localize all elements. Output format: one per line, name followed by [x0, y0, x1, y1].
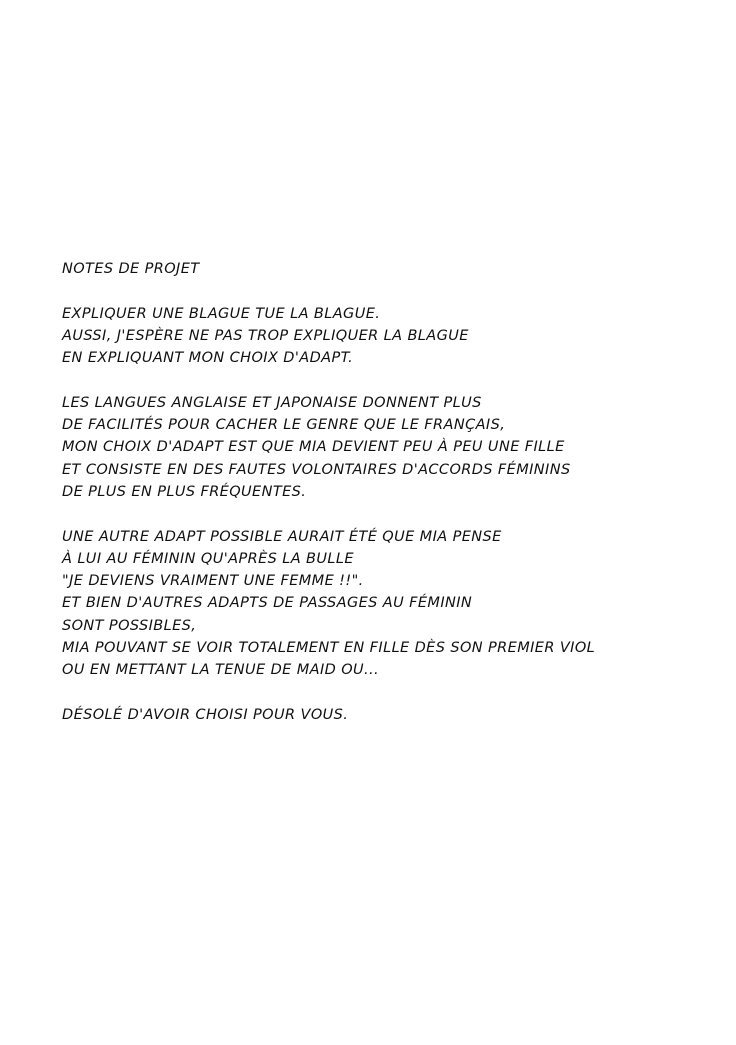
paragraph-line: À LUI AU FÉMININ QU'APRÈS LA BULLE: [62, 550, 354, 567]
notes-title-block: [62, 258, 722, 280]
paragraph-line: OU EN METTANT LA TENUE DE MAID OU...: [62, 662, 380, 679]
project-notes: [62, 258, 722, 726]
paragraph-line: UNE AUTRE ADAPT POSSIBLE AURAIT ÉTÉ QUE MIA PENSE: [62, 528, 502, 545]
paragraph-line: EXPLIQUER UNE BLAGUE TUE LA BLAGUE.: [62, 305, 381, 322]
paragraph-line: DE FACILITÉS POUR CACHER LE GENRE QUE LE FRANÇAIS,: [62, 417, 506, 434]
paragraph-line: ET BIEN D'AUTRES ADAPTS DE PASSAGES AU FÉMININ: [62, 595, 473, 612]
paragraph-line: DE PLUS EN PLUS FRÉQUENTES.: [62, 483, 307, 500]
paragraph-line: AUSSI, J'ESPÈRE NE PAS TROP EXPLIQUER LA BLAGUE: [62, 327, 469, 344]
paragraph-line: MON CHOIX D'ADAPT EST QUE MIA DEVIENT PEU À PEU UNE FILLE: [62, 439, 565, 456]
paragraph-2: [62, 392, 722, 503]
paragraph-line: DÉSOLÉ D'AVOIR CHOISI POUR VOUS.: [62, 706, 349, 723]
paragraph-1: [62, 303, 722, 370]
paragraph-4: [62, 704, 722, 726]
notes-title: NOTES DE PROJET: [62, 261, 200, 277]
paragraph-line: EN EXPLIQUANT MON CHOIX D'ADAPT.: [62, 350, 354, 367]
paragraph-line: SONT POSSIBLES,: [62, 617, 197, 634]
paragraph-line: MIA POUVANT SE VOIR TOTALEMENT EN FILLE DÈS SON PREMIER VIOL: [62, 640, 596, 657]
paragraph-line: "JE DEVIENS VRAIMENT UNE FEMME !!".: [62, 573, 364, 590]
paragraph-3: [62, 526, 722, 682]
paragraph-line: ET CONSISTE EN DES FAUTES VOLONTAIRES D'ACCORDS FÉMININS: [62, 461, 571, 478]
paragraph-line: LES LANGUES ANGLAISE ET JAPONAISE DONNENT PLUS: [62, 394, 482, 411]
